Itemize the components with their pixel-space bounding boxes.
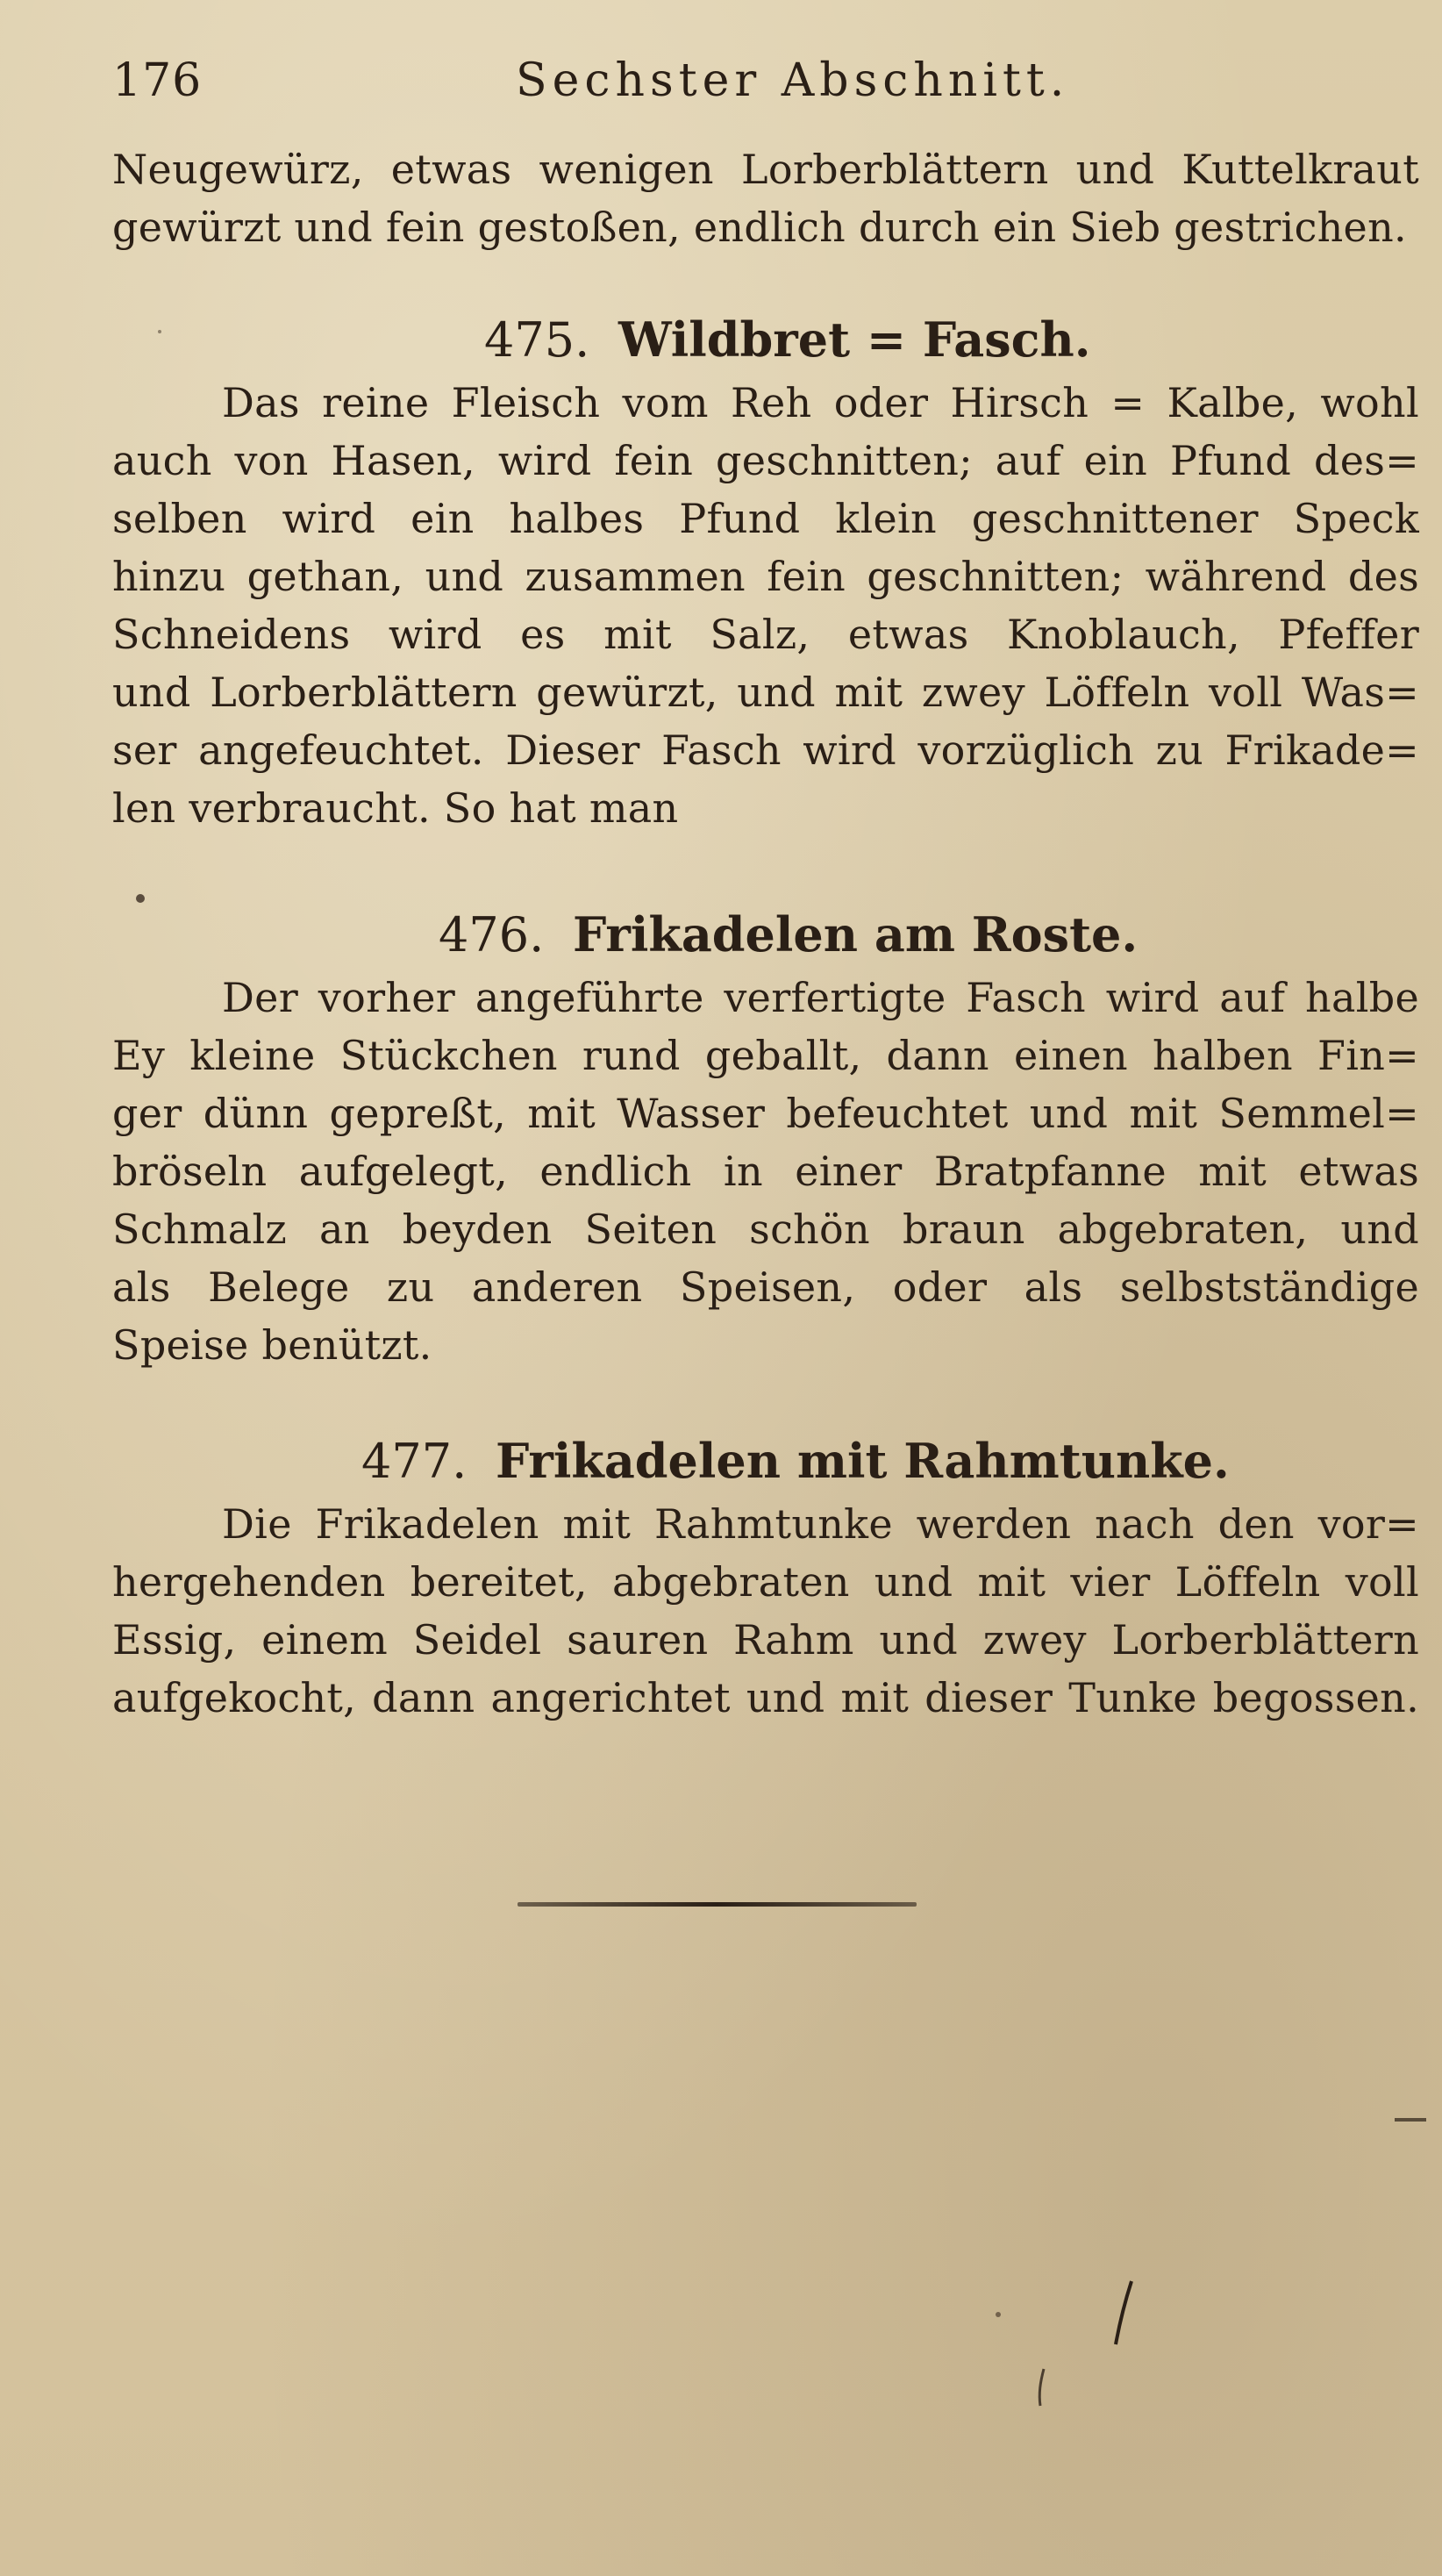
text-line: Die Frikadelen mit Rahmtunke werden nach den vor= (222, 1500, 1419, 1548)
text-line: hinzu gethan, und zusammen fein geschnitten; während des (112, 553, 1419, 600)
text-line: Neugewürz, etwas wenigen Lorberblättern und Kuttelkraut (112, 146, 1419, 193)
text-line: Essig, einem Seidel sauren Rahm und zwey Lorberblättern (112, 1616, 1419, 1664)
text-line: auch von Hasen, wird fein geschnitten; auf ein Pfund des= (112, 437, 1419, 484)
running-head: Sechster Abschnitt. (516, 54, 1070, 107)
text-line: und Lorberblättern gewürzt, und mit zwey Löffeln voll Was= (112, 669, 1419, 716)
page-number: 176 (112, 54, 203, 107)
text-line: Schmalz an beyden Seiten schön braun abgebraten, und (112, 1206, 1419, 1253)
text-line: als Belege zu anderen Speisen, oder als selbstständige (112, 1263, 1419, 1311)
text-line: selben wird ein halbes Pfund klein geschnittener Speck (112, 495, 1419, 542)
section-title: Frikadelen am Roste. (573, 906, 1139, 962)
text-line: Ey kleine Stückchen rund geballt, dann einen halben Fin= (112, 1032, 1419, 1079)
text-line: bröseln aufgelegt, endlich in einer Bratpfanne mit etwas (112, 1148, 1419, 1195)
text-line: ser angefeuchtet. Dieser Fasch wird vorzüglich zu Frikade= (112, 726, 1419, 774)
section-title: Wildbret = Fasch. (618, 311, 1091, 368)
text-line: ger dünn gepreßt, mit Wasser befeuchtet und mit Semmel= (112, 1090, 1419, 1137)
section-number: 475. (484, 312, 590, 368)
text-line: Das reine Fleisch vom Reh oder Hirsch = Kalbe, wohl (222, 379, 1419, 426)
text-line: Schneidens wird es mit Salz, etwas Knoblauch, Pfeffer (112, 611, 1419, 658)
section-number: 477. (361, 1434, 468, 1489)
text-line: Der vorher angeführte verfertigte Fasch wird auf halbe (222, 974, 1419, 1021)
text-line: len verbraucht. So hat man (112, 784, 679, 832)
text-line: hergehenden bereitet, abgebraten und mit vier Löffeln voll (112, 1558, 1419, 1606)
text-line: gewürzt und fein gestoßen, endlich durch ein Sieb gestrichen. (112, 204, 1407, 251)
section-title: Frikadelen mit Rahmtunke. (496, 1433, 1230, 1489)
section-number: 476. (439, 907, 545, 962)
text-line: Speise benützt. (112, 1321, 432, 1369)
text-line: aufgekocht, dann angerichtet und mit dieser Tunke begossen. (112, 1674, 1419, 1721)
